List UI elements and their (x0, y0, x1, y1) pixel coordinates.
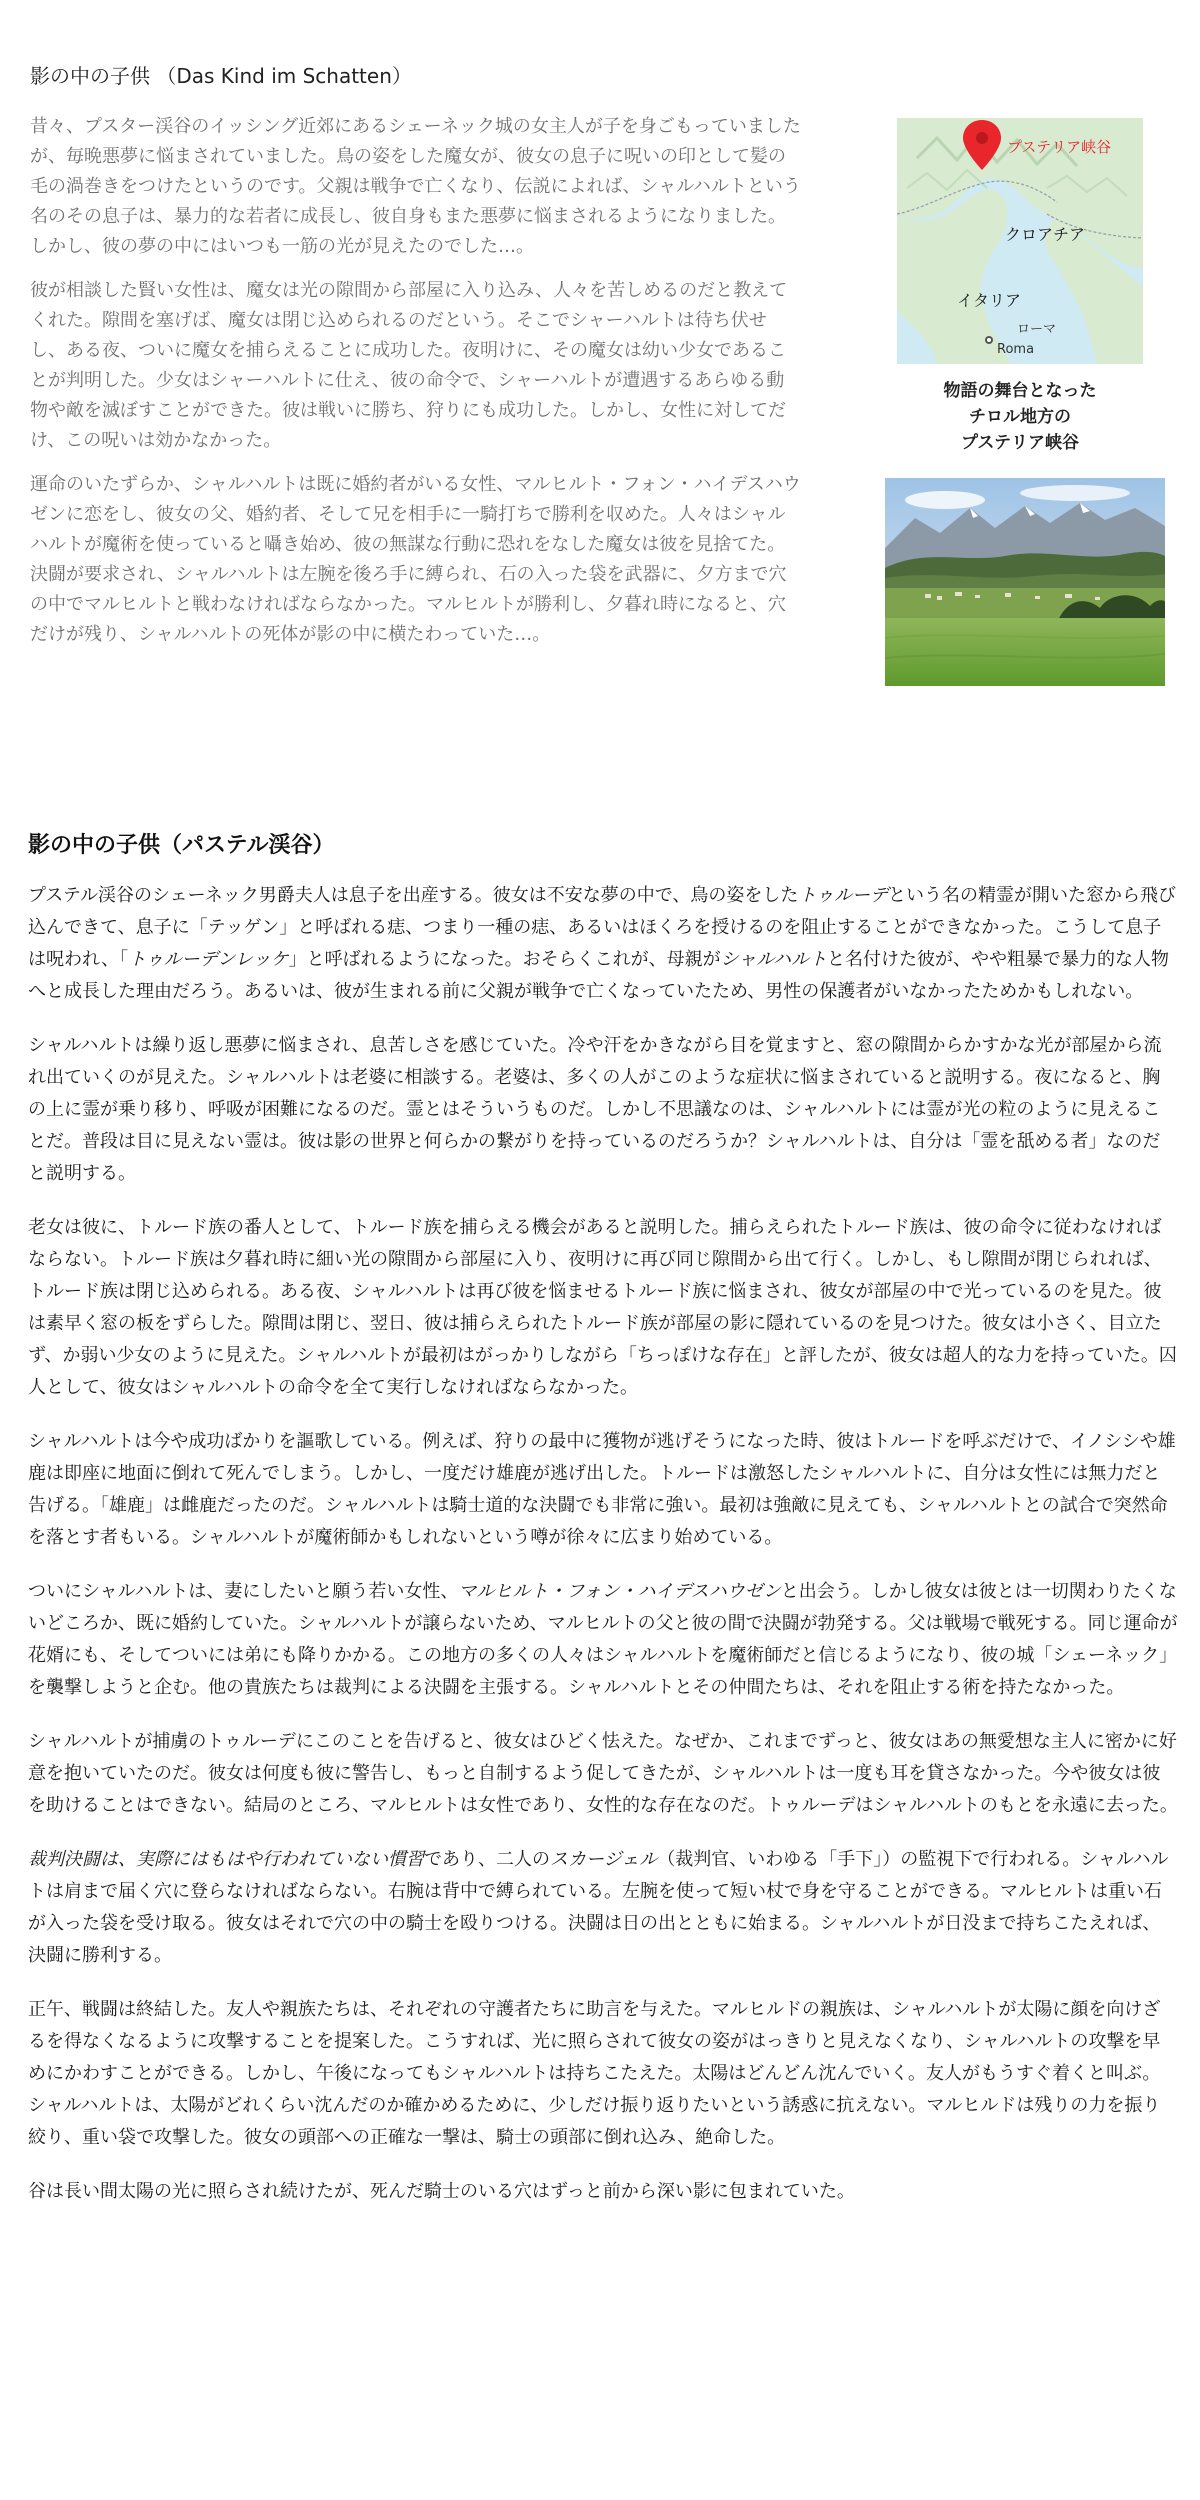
story-text-run: （裁判官、いわゆる「手下」）の監視下で行われる。シャルハルトは肩まで届く穴に登らなければならない。右腕は背中で縛られている。左腕を使って短い杖で身を守ることができる。マルヒルトは重い石が入った袋を受け取る。彼女はそれで穴の中の騎士を殴りつける。決闘は日の出とともに始まる。シャルハルトが日没まで持ちこたえれば、決闘に勝利する。 (28, 1849, 1169, 1966)
story-text-run: シャルハルトは繰り返し悪夢に悩まされ、息苦しさを感じていた。冷や汗をかきながら目を覚ますと、窓の隙間からかすかな光が部屋から流れ出ていくのが見えた。シャルハルトは老婆に相談する。老婆は、多くの人がこのような症状に悩まされていると説明する。夜になると、胸の上に霊が乗り移り、呼吸が困難になるのだ。霊とはそういうものだ。しかし不思議なのは、シャルハルトには霊が光の粒のように見えることだ。普段は目に見えない霊は。彼は影の世界と何らかの繋がりを持っているのだろうか？シャルハルトは、自分は「霊を舐める者」なのだと説明する。 (28, 1035, 1162, 1184)
story-italic-run: トゥルーデンレッケ (128, 949, 289, 970)
story-body (28, 880, 1178, 2230)
location-map (897, 118, 1143, 364)
map-country-label: クロアチア (1005, 225, 1086, 244)
map-caption-line: チロル地方の (969, 407, 1071, 427)
valley-photo-graphic (885, 478, 1165, 686)
map-caption-line: プステリア峡谷 (961, 433, 1079, 453)
story-text-run: 老女は彼に、トルード族の番人として、トルード族を捕らえる機会があると説明した。捕らえられたトルード族は、彼の命令に従わなければならない。トルード族は夕暮れ時に細い光の隙間から部屋に入り、夜明けに再び同じ隙間から出て行く。しかし、もし隙間が閉じられれば、トルード族は閉じ込められる。ある夜、シャルハルトは再び彼を悩ませるトルード族に悩まされ、彼女が部屋の中で光っているのを見た。彼は素早く窓の板をずらした。隙間は閉じ、翌日、彼は捕らえられたトルード族が部屋の影に隠れているのを見つけた。彼女は小さく、目立たず、か弱い少女のように見えた。シャルハルトが最初はがっかりしながら「ちっぽけな存在」と評したが、彼女は超人的な力を持っていた。囚人として、彼女はシャルハルトの命令を全て実行しなければならなかった。 (28, 1217, 1177, 1398)
map-country-label: イタリア (957, 291, 1022, 310)
story-paragraph (28, 2176, 1178, 2208)
story-text-run: 正午、戦闘は終結した。友人や親族たちは、それぞれの守護者たちに助言を与えた。マルヒルドの親族は、シャルハルトが太陽に顔を向けざるを得なくなるように攻撃することを提案した。こうすれば、光に照らされて彼女の姿がはっきりと見えなくなり、シャルハルトの攻撃を早めにかわすことができる。しかし、午後になってもシャルハルトは持ちこたえた。太陽はどんどん沈んでいく。友人がもうすぐ着くと叫ぶ。シャルハルトは、太陽がどれくらい沈んだのか確かめるために、少しだけ振り返りたいという誘惑に抗えない。マルヒルドは残りの力を振り絞り、重い袋で攻撃した。彼女の頭部への正確な一撃は、騎士の頭部に倒れ込み、絶命した。 (28, 1999, 1161, 2148)
map-caption-line: 物語の舞台となった (943, 381, 1097, 401)
intro-paragraph: 運命のいたずらか、シャルハルトは既に婚約者がいる女性、マルヒルト・フォン・ハイデスハウゼンに恋をし、彼女の父、婚約者、そして兄を相手に一騎打ちで勝利を収めた。人々はシャルハルトが魔術を使っていると囁き始め、彼の無謀な行動に恐れをなした魔女は彼を見捨てた。決闘が要求され、シャルハルトは左腕を後ろ手に縛られ、石の入った袋を武器に、夕方まで穴の中でマルヒルトと戦わなければならなかった。マルヒルトが勝利し、夕暮れ時になると、穴だけが残り、シャルハルトの死体が影の中に横たわっていた…。 (30, 474, 801, 645)
story-paragraph (28, 1844, 1178, 1972)
map-city-label: ローマ (1017, 322, 1057, 337)
story-text-run: ついにシャルハルトは、妻にしたいと願う若い女性、 (28, 1581, 459, 1602)
map-caption (880, 378, 1160, 456)
story-italic-run: マルヒルト・フォン・ハイデスハウゼン (458, 1581, 781, 1602)
intro-paragraph: 彼が相談した賢い女性は、魔女は光の隙間から部屋に入り込み、人々を苦しめるのだと教えてくれた。隙間を塞げば、魔女は閉じ込められるのだという。そこでシャーハルトは待ち伏せし、ある夜、ついに魔女を捕らえることに成功した。夜明けに、その魔女は幼い少女であることが判明した。少女はシャーハルトに仕え、彼の命令で、シャーハルトが遭遇するあらゆる動物や敵を滅ぼすことができた。彼は戦いに勝ち、狩りにも成功した。しかし、女性に対してだけ、この呪いは効かなかった。 (30, 280, 788, 451)
story-title: 影の中の子供（パステル渓谷） (28, 833, 335, 858)
story-italic-run: シャルハルト (720, 949, 828, 970)
map-city-latin-label: Roma (997, 342, 1035, 357)
intro-paragraph: 昔々、プスター渓谷のイッシング近郊にあるシェーネック城の女主人が子を身ごもっていましたが、毎晩悪夢に悩まされていました。鳥の姿をした魔女が、彼女の息子に呪いの印として髪の毛の渦巻きをつけたというのです。父親は戦争で亡くなり、伝説によれば、シャルハルトという名のその息子は、暴力的な若者に成長し、彼自身もまた悪夢に悩まされるようになりました。しかし、彼の夢の中にはいつも一筋の光が見えたのでした…。 (30, 116, 801, 257)
intro-text (30, 112, 802, 664)
story-text-run: と出会う。しかし彼女は彼とは一切関わりたくないどころか、既に婚約していた。シャルハルトが譲らないため、マルヒルトの父と彼の間で決闘が勃発する。父は戦場で戦死する。同じ運命が花婿にも、そしてついには弟にも降りかかる。この地方の多くの人々はシャルハルトを魔術師だと信じるようになり、彼の城「シェーネック」を襲撃しようと企む。他の貴族たちは裁判による決闘を主張する。シャルハルトとその仲間たちは、それを阻止する術を持たなかった。 (28, 1581, 1178, 1698)
story-paragraph (28, 1994, 1178, 2154)
story-text-run: と名付けた彼が、やや粗暴で暴力的な人物へと成長した理由だろう。あるいは、彼が生まれる前に父親が戦争で亡くなっていたため、男性の保護者がいなかったためかもしれない。 (28, 949, 1170, 1002)
valley-photo (885, 478, 1165, 686)
intro-title: 影の中の子供 （Das Kind im Schatten） (30, 64, 412, 88)
story-text-run: であり、二人の (424, 1849, 550, 1870)
story-paragraph (28, 1030, 1178, 1190)
story-text-run: シャルハルトが捕虜のトゥルーデにこのことを告げると、彼女はひどく怯えた。なぜか、これまでずっと、彼女はあの無愛想な主人に密かに好意を抱いていたのだ。彼女は何度も彼に警告し、もっと自制するよう促してきたが、シャルハルトは一度も耳を貸さなかった。今や彼女は彼を助けることはできない。結局のところ、マルヒルトは女性であり、女性的な存在なのだ。トゥルーデはシャルハルトのもとを永遠に去った。 (28, 1731, 1178, 1816)
story-text-run: シャルハルトは今や成功ばかりを謳歌している。例えば、狩りの最中に獲物が逃げそうになった時、彼はトルードを呼ぶだけで、イノシシや雄鹿は即座に地面に倒れて死んでしまう。しかし、一度だけ雄鹿が逃げ出した。トルードは激怒したシャルハルトに、自分は女性には無力だと告げる。「雄鹿」は雌鹿だったのだ。シャルハルトは騎士道的な決闘でも非常に強い。最初は強敵に見えても、シャルハルトとの試合で突然命を落とす者もいる。シャルハルトが魔術師かもしれないという噂が徐々に広まり始めている。 (28, 1431, 1176, 1548)
story-paragraph (28, 1212, 1178, 1404)
map-place-label: プステリア峡谷 (1007, 138, 1112, 156)
story-paragraph (28, 880, 1178, 1008)
story-paragraph (28, 1726, 1178, 1822)
story-paragraph (28, 1576, 1178, 1704)
story-italic-run: スカージェル (550, 1849, 658, 1870)
story-text-run: という名の精霊が開いた窓から飛び込んできて、息子に「テッゲン」と呼ばれる痣、つまり一種の痣、あるいはほくろを授けるのを阻止することができなかった。こうして息子は呪われ、「 (28, 885, 1176, 970)
story-text-run: 谷は長い間太陽の光に照らされ続けたが、死んだ騎士のいる穴はずっと前から深い影に包まれていた。 (28, 2181, 855, 2202)
story-text-run: 」と呼ばれるようになった。おそらくこれが、母親が (288, 949, 721, 970)
story-italic-run: 裁判決闘は、実際にはもはや行われていない慣習 (28, 1849, 424, 1870)
story-italic-run: トゥルーデ (798, 885, 888, 906)
story-paragraph (28, 1426, 1178, 1554)
story-text-run: プステル渓谷のシェーネック男爵夫人は息子を出産する。彼女は不安な夢の中で、鳥の姿をした (28, 885, 799, 906)
